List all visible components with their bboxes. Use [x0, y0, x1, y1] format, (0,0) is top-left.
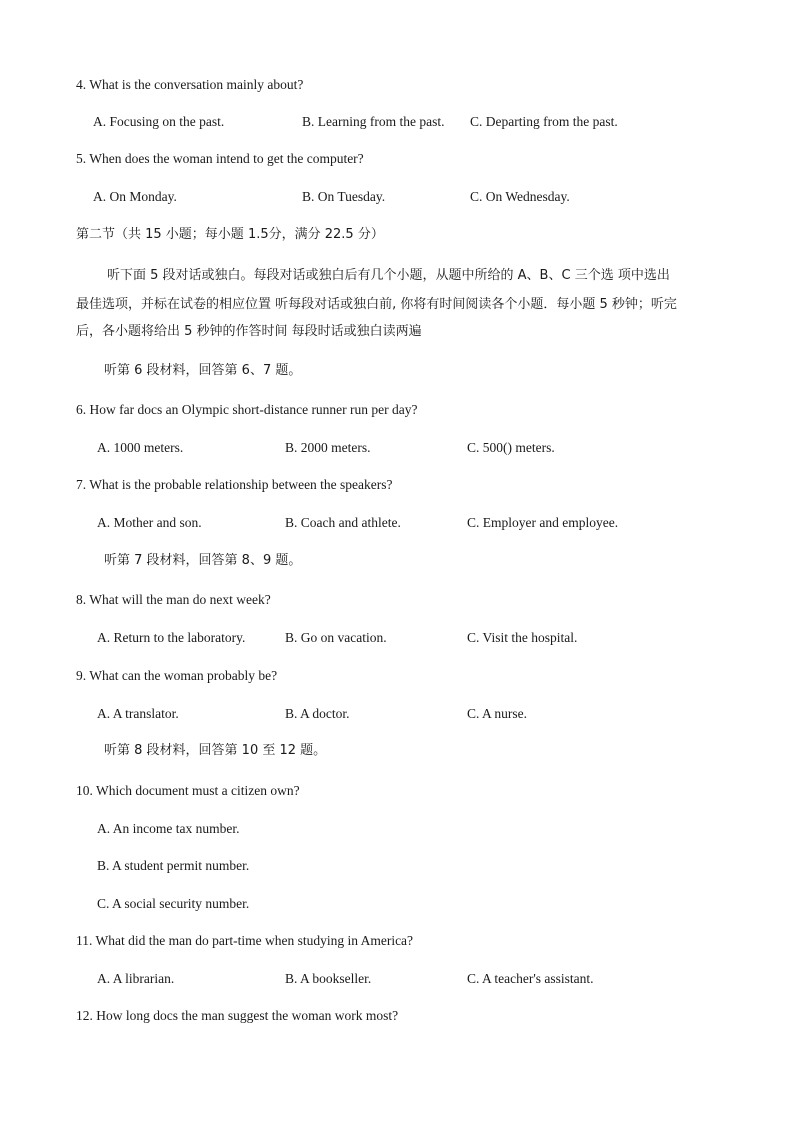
- question-6-option-c: C. 500() meters.: [467, 440, 555, 455]
- question-7-stem: 7. What is the probable relationship between the speakers?: [76, 477, 393, 492]
- question-4-option-c: C. Departing from the past.: [470, 114, 618, 129]
- section-2-instructions-line-1: 听下面 5 段对话或独白。每段对话或独白后有几个小题，从题中所给的 A、B、C 三个选 项中选出: [107, 268, 670, 283]
- question-5-option-a: A. On Monday.: [93, 189, 177, 204]
- question-9-option-b: B. A doctor.: [285, 706, 350, 721]
- section-2-instructions-line-3: 后，各小题将给出 5 秒钟的作答时间 每段时话或独白读两遍: [76, 324, 422, 339]
- question-6-stem: 6. How far docs an Olympic short-distance runner run per day?: [76, 402, 418, 417]
- question-5-option-b: B. On Tuesday.: [302, 189, 386, 204]
- material-8-instruction: 听第 8 段材料，回答第 10 至 12 题。: [104, 743, 327, 758]
- section-2-instructions-line-2: 最佳选项，并标在试卷的相应位置 听每段对话或独白前, 你将有时间阅读各个小题．每小题 5 秒钟；听完: [76, 297, 677, 312]
- question-8-option-a: A. Return to the laboratory.: [97, 630, 246, 645]
- question-9-option-a: A. A translator.: [97, 706, 179, 721]
- question-11-option-c: C. A teacher's assistant.: [467, 971, 594, 986]
- question-4-stem: 4. What is the conversation mainly about?: [76, 77, 304, 92]
- question-9-stem: 9. What can the woman probably be?: [76, 668, 278, 683]
- question-10-option-a: A. An income tax number.: [97, 821, 240, 836]
- question-11-option-a: A. A librarian.: [97, 971, 175, 986]
- question-5-option-c: C. On Wednesday.: [470, 189, 570, 204]
- question-11-option-b: B. A bookseller.: [285, 971, 372, 986]
- question-7-option-b: B. Coach and athlete.: [285, 515, 401, 530]
- question-7-option-a: A. Mother and son.: [97, 515, 202, 530]
- question-4-option-b: B. Learning from the past.: [302, 114, 445, 129]
- question-6-option-a: A. 1000 meters.: [97, 440, 184, 455]
- question-12-stem: 12. How long docs the man suggest the woman work most?: [76, 1008, 399, 1023]
- material-7-instruction: 听第 7 段材料，回答第 8、9 题。: [104, 553, 302, 568]
- material-6-instruction: 听第 6 段材料，回答第 6、7 题。: [104, 363, 302, 378]
- question-8-option-b: B. Go on vacation.: [285, 630, 387, 645]
- question-8-option-c: C. Visit the hospital.: [467, 630, 578, 645]
- question-9-option-c: C. A nurse.: [467, 706, 528, 721]
- section-2-heading: 第二节（共 15 小题；每小题 1.5分，满分 22.5 分）: [76, 227, 384, 242]
- question-10-option-c: C. A social security number.: [97, 896, 250, 911]
- question-6-option-b: B. 2000 meters.: [285, 440, 371, 455]
- question-5-stem: 5. When does the woman intend to get the computer?: [76, 151, 364, 166]
- question-11-stem: 11. What did the man do part-time when studying in America?: [76, 933, 414, 948]
- question-10-stem: 10. Which document must a citizen own?: [76, 783, 300, 798]
- question-10-option-b: B. A student permit number.: [97, 858, 250, 873]
- question-7-option-c: C. Employer and employee.: [467, 515, 619, 530]
- question-4-option-a: A. Focusing on the past.: [93, 114, 225, 129]
- question-8-stem: 8. What will the man do next week?: [76, 592, 271, 607]
